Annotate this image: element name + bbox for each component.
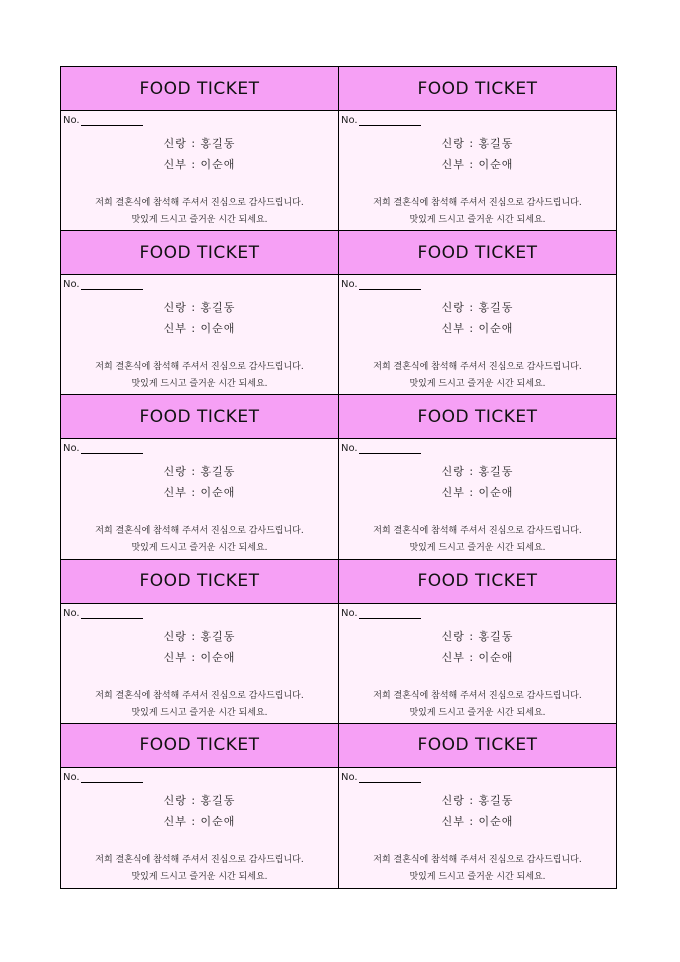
thank-you-message-line2: 맛있게 드시고 즐거운 시간 되세요. — [131, 379, 268, 390]
thank-you-message-line2: 맛있게 드시고 즐거운 시간 되세요. — [409, 543, 546, 554]
ticket-number — [341, 279, 421, 290]
ticket-number-blank — [81, 443, 143, 454]
ticket-number — [63, 772, 143, 783]
ticket-number — [341, 772, 421, 783]
ticket-sheet — [60, 66, 617, 889]
thank-you-message-line1: 저희 결혼식에 참석해 주셔서 진심으로 감사드립니다. — [373, 526, 582, 537]
thank-you-message-line2: 맛있게 드시고 즐거운 시간 되세요. — [409, 871, 546, 882]
food-ticket — [339, 395, 616, 559]
groom-name: 신랑 : 홍길동 — [163, 465, 236, 479]
ticket-header — [61, 231, 338, 275]
ticket-number-label: No. — [341, 771, 358, 783]
food-ticket — [339, 560, 616, 724]
ticket-title: FOOD TICKET — [139, 571, 260, 592]
bride-name: 신부 : 이순애 — [441, 322, 514, 336]
thank-you-message-line2: 맛있게 드시고 즐거운 시간 되세요. — [409, 707, 546, 718]
ticket-header — [339, 724, 616, 768]
food-ticket — [339, 67, 616, 231]
ticket-title: FOOD TICKET — [139, 735, 260, 756]
groom-name: 신랑 : 홍길동 — [441, 629, 514, 643]
ticket-number-label: No. — [63, 443, 80, 455]
bride-name: 신부 : 이순애 — [441, 158, 514, 171]
groom-name: 신랑 : 홍길동 — [163, 629, 236, 643]
ticket-number-label: No. — [63, 607, 80, 619]
ticket-number-label: No. — [63, 115, 80, 126]
groom-name: 신랑 : 홍길동 — [441, 465, 514, 479]
thank-you-message-line1: 저희 결혼식에 참석해 주셔서 진심으로 감사드립니다. — [373, 690, 582, 701]
ticket-title: FOOD TICKET — [417, 78, 538, 99]
ticket-number-blank — [359, 772, 421, 783]
ticket-body — [61, 111, 338, 230]
bride-name: 신부 : 이순애 — [163, 322, 236, 336]
ticket-header — [61, 395, 338, 439]
thank-you-message-line1: 저희 결혼식에 참석해 주셔서 진심으로 감사드립니다. — [95, 362, 304, 373]
thank-you-message-line2: 맛있게 드시고 즐거운 시간 되세요. — [131, 215, 268, 225]
groom-name: 신랑 : 홍길동 — [163, 793, 236, 807]
food-ticket — [61, 395, 339, 559]
ticket-number-label: No. — [341, 443, 358, 455]
ticket-body — [61, 439, 338, 558]
bride-name: 신부 : 이순애 — [441, 486, 514, 500]
bride-name: 신부 : 이순애 — [163, 650, 236, 664]
ticket-body — [61, 768, 338, 888]
ticket-number-blank — [81, 279, 143, 290]
ticket-body — [339, 111, 616, 230]
ticket-title: FOOD TICKET — [139, 406, 260, 427]
ticket-number — [63, 608, 143, 619]
ticket-header — [61, 724, 338, 768]
ticket-header — [339, 560, 616, 604]
ticket-number — [341, 115, 421, 126]
groom-name: 신랑 : 홍길동 — [441, 301, 514, 315]
ticket-header — [339, 395, 616, 439]
ticket-number-blank — [81, 772, 143, 783]
thank-you-message-line2: 맛있게 드시고 즐거운 시간 되세요. — [131, 543, 268, 554]
ticket-body — [61, 604, 338, 723]
ticket-number-label: No. — [341, 279, 358, 291]
ticket-number-label: No. — [341, 607, 358, 619]
ticket-body — [339, 604, 616, 723]
bride-name: 신부 : 이순애 — [163, 814, 236, 828]
ticket-number-blank — [359, 115, 421, 126]
food-ticket — [61, 560, 339, 724]
bride-name: 신부 : 이순애 — [441, 650, 514, 664]
ticket-title: FOOD TICKET — [417, 735, 538, 756]
ticket-number-blank — [81, 608, 143, 619]
thank-you-message-line1: 저희 결혼식에 참석해 주셔서 진심으로 감사드립니다. — [373, 198, 582, 208]
thank-you-message-line1: 저희 결혼식에 참석해 주셔서 진심으로 감사드립니다. — [373, 362, 582, 373]
ticket-title: FOOD TICKET — [139, 78, 260, 99]
groom-name: 신랑 : 홍길동 — [441, 793, 514, 807]
thank-you-message-line1: 저희 결혼식에 참석해 주셔서 진심으로 감사드립니다. — [95, 198, 304, 208]
thank-you-message-line2: 맛있게 드시고 즐거운 시간 되세요. — [409, 215, 546, 225]
ticket-number — [341, 443, 421, 454]
ticket-title: FOOD TICKET — [417, 406, 538, 427]
groom-name: 신랑 : 홍길동 — [163, 137, 236, 150]
ticket-number-label: No. — [63, 279, 80, 291]
ticket-number-blank — [359, 608, 421, 619]
ticket-body — [339, 768, 616, 888]
ticket-number — [63, 279, 143, 290]
food-ticket — [339, 724, 616, 888]
thank-you-message-line2: 맛있게 드시고 즐거운 시간 되세요. — [131, 707, 268, 718]
ticket-body — [339, 439, 616, 558]
bride-name: 신부 : 이순애 — [441, 814, 514, 828]
thank-you-message-line1: 저희 결혼식에 참석해 주셔서 진심으로 감사드립니다. — [95, 854, 304, 865]
ticket-header — [339, 231, 616, 275]
food-ticket — [61, 724, 339, 888]
groom-name: 신랑 : 홍길동 — [441, 137, 514, 150]
ticket-number-blank — [359, 279, 421, 290]
ticket-header — [61, 560, 338, 604]
ticket-number — [63, 443, 143, 454]
ticket-title: FOOD TICKET — [417, 571, 538, 592]
ticket-number — [341, 608, 421, 619]
thank-you-message-line1: 저희 결혼식에 참석해 주셔서 진심으로 감사드립니다. — [95, 526, 304, 537]
food-ticket — [61, 231, 339, 395]
food-ticket — [61, 67, 339, 231]
bride-name: 신부 : 이순애 — [163, 486, 236, 500]
ticket-number — [63, 115, 143, 126]
ticket-number-blank — [81, 115, 143, 126]
thank-you-message-line2: 맛있게 드시고 즐거운 시간 되세요. — [409, 379, 546, 390]
ticket-title: FOOD TICKET — [417, 242, 538, 263]
ticket-header — [61, 67, 338, 111]
ticket-body — [339, 275, 616, 394]
thank-you-message-line2: 맛있게 드시고 즐거운 시간 되세요. — [131, 871, 268, 882]
thank-you-message-line1: 저희 결혼식에 참석해 주셔서 진심으로 감사드립니다. — [373, 854, 582, 865]
groom-name: 신랑 : 홍길동 — [163, 301, 236, 315]
ticket-body — [61, 275, 338, 394]
ticket-number-blank — [359, 443, 421, 454]
ticket-header — [339, 67, 616, 111]
ticket-number-label: No. — [63, 771, 80, 783]
bride-name: 신부 : 이순애 — [163, 158, 236, 171]
ticket-title: FOOD TICKET — [139, 242, 260, 263]
thank-you-message-line1: 저희 결혼식에 참석해 주셔서 진심으로 감사드립니다. — [95, 690, 304, 701]
ticket-number-label: No. — [341, 115, 358, 126]
food-ticket — [339, 231, 616, 395]
